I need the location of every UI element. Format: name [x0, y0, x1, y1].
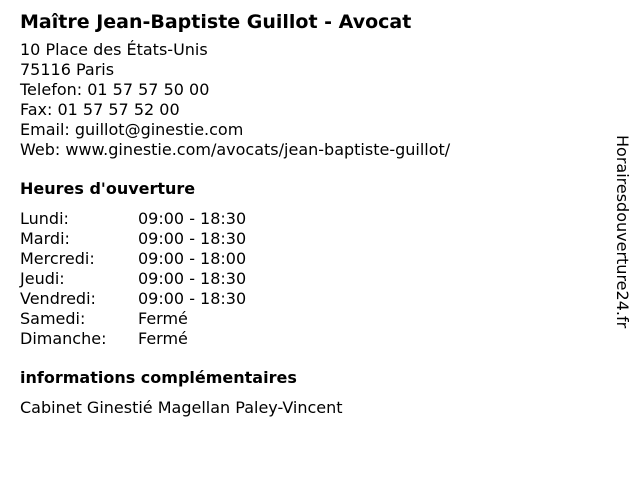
street-address: 10 Place des États-Unis	[20, 40, 208, 59]
day-label: Vendredi:	[20, 289, 96, 308]
day-label: Mercredi:	[20, 249, 95, 268]
business-title: Maître Jean-Baptiste Guillot - Avocat	[20, 11, 412, 33]
phone-number: Telefon: 01 57 57 50 00	[20, 80, 210, 99]
day-label: Mardi:	[20, 229, 70, 248]
email-address: Email: guillot@ginestie.com	[20, 120, 244, 139]
additional-info-text: Cabinet Ginestié Magellan Paley-Vincent	[20, 398, 343, 417]
day-label: Lundi:	[20, 209, 69, 228]
time-range: Fermé	[138, 329, 188, 348]
site-brand-vertical: Horairesdouverture24.fr	[613, 135, 632, 329]
day-label: Samedi:	[20, 309, 86, 328]
hours-row-monday	[20, 209, 600, 229]
hours-row-tuesday	[20, 229, 600, 249]
time-range: Fermé	[138, 309, 188, 328]
opening-hours-list	[20, 209, 600, 349]
additional-info-heading: informations complémentaires	[20, 368, 297, 387]
fax-number: Fax: 01 57 57 52 00	[20, 100, 180, 119]
website-address: Web: www.ginestie.com/avocats/jean-baptiste-guillot/	[20, 140, 451, 159]
hours-row-friday	[20, 289, 600, 309]
time-range: 09:00 - 18:30	[138, 229, 247, 248]
time-range: 09:00 - 18:00	[138, 249, 247, 268]
day-label: Jeudi:	[20, 269, 65, 288]
day-label: Dimanche:	[20, 329, 107, 348]
hours-row-thursday	[20, 269, 600, 289]
hours-row-saturday	[20, 309, 600, 329]
time-range: 09:00 - 18:30	[138, 289, 247, 308]
time-range: 09:00 - 18:30	[138, 269, 247, 288]
postal-city: 75116 Paris	[20, 60, 115, 79]
hours-row-wednesday	[20, 249, 600, 269]
address-block	[20, 40, 600, 160]
opening-hours-heading: Heures d'ouverture	[20, 179, 196, 198]
hours-row-sunday	[20, 329, 600, 349]
time-range: 09:00 - 18:30	[138, 209, 247, 228]
business-card	[20, 8, 600, 418]
